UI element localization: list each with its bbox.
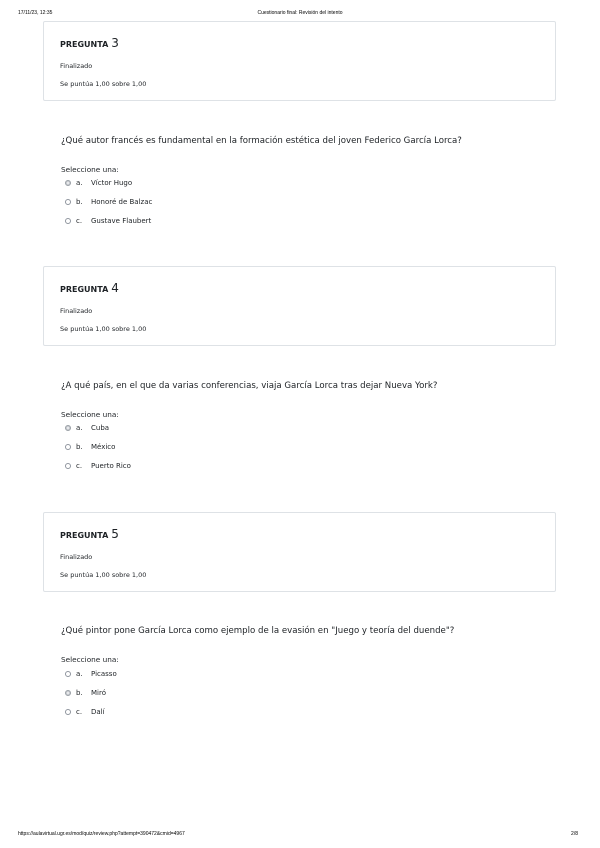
answer-label: Dalí [91,708,105,716]
answer-option-c[interactable]: c. Dalí [65,706,105,718]
answer-option-c[interactable]: c. Gustave Flaubert [65,215,151,227]
radio-checked-icon[interactable] [65,180,71,186]
answer-option-c[interactable]: c. Puerto Rico [65,460,131,472]
answer-option-a[interactable]: a. Víctor Hugo [65,177,132,189]
answer-option-a[interactable]: a. Picasso [65,668,117,680]
answer-option-b[interactable]: b. Miró [65,687,106,699]
question-text-5: ¿Qué pintor pone García Lorca como ejemplo de la evasión en "Juego y teoría del duende"? [61,626,455,636]
question-text-4: ¿A qué país, en el que da varias conferencias, viaja García Lorca tras dejar Nueva York? [61,381,438,391]
print-datetime: 17/11/23, 12:35 [18,10,53,16]
answer-option-a[interactable]: a. Cuba [65,422,109,434]
question-info-5 [43,512,556,592]
question-state: Finalizado [60,553,93,561]
radio-unchecked-icon[interactable] [65,671,71,677]
page-url: https://aulavirtual.ugr.es/mod/quiz/review.php?attempt=390472&cmid=4967 [18,831,185,837]
answer-label: Cuba [91,424,110,432]
answer-option-b[interactable]: b. México [65,441,115,453]
question-info-4 [43,266,556,346]
answer-label: Puerto Rico [91,462,131,470]
question-info-3 [43,21,556,101]
question-number: PREGUNTA 3 [60,36,119,50]
radio-unchecked-icon[interactable] [65,709,71,715]
answer-prompt: Seleccione una: [61,655,119,664]
answer-prompt: Seleccione una: [61,410,119,419]
question-grade: Se puntúa 1,00 sobre 1,00 [60,571,147,579]
radio-unchecked-icon[interactable] [65,444,71,450]
answer-label: Víctor Hugo [91,179,133,187]
question-number: PREGUNTA 4 [60,281,119,295]
answer-label: Miró [91,689,106,697]
radio-checked-icon[interactable] [65,690,71,696]
question-number: PREGUNTA 5 [60,527,119,541]
radio-checked-icon[interactable] [65,425,71,431]
question-text-3: ¿Qué autor francés es fundamental en la formación estética del joven Federico García Lorca? [61,136,462,146]
answer-label: Picasso [91,670,117,678]
answer-option-b[interactable]: b. Honoré de Balzac [65,196,152,208]
radio-unchecked-icon[interactable] [65,463,71,469]
page-number: 2/8 [571,831,578,837]
question-grade: Se puntúa 1,00 sobre 1,00 [60,325,147,333]
radio-unchecked-icon[interactable] [65,218,71,224]
question-grade: Se puntúa 1,00 sobre 1,00 [60,80,147,88]
answer-label: Gustave Flaubert [91,217,152,225]
radio-unchecked-icon[interactable] [65,199,71,205]
question-state: Finalizado [60,307,93,315]
answer-label: Honoré de Balzac [91,198,153,206]
question-state: Finalizado [60,62,93,70]
answer-label: México [91,443,116,451]
answer-prompt: Seleccione una: [61,165,119,174]
print-title: Cuestionario final: Revisión del intento [257,10,343,16]
